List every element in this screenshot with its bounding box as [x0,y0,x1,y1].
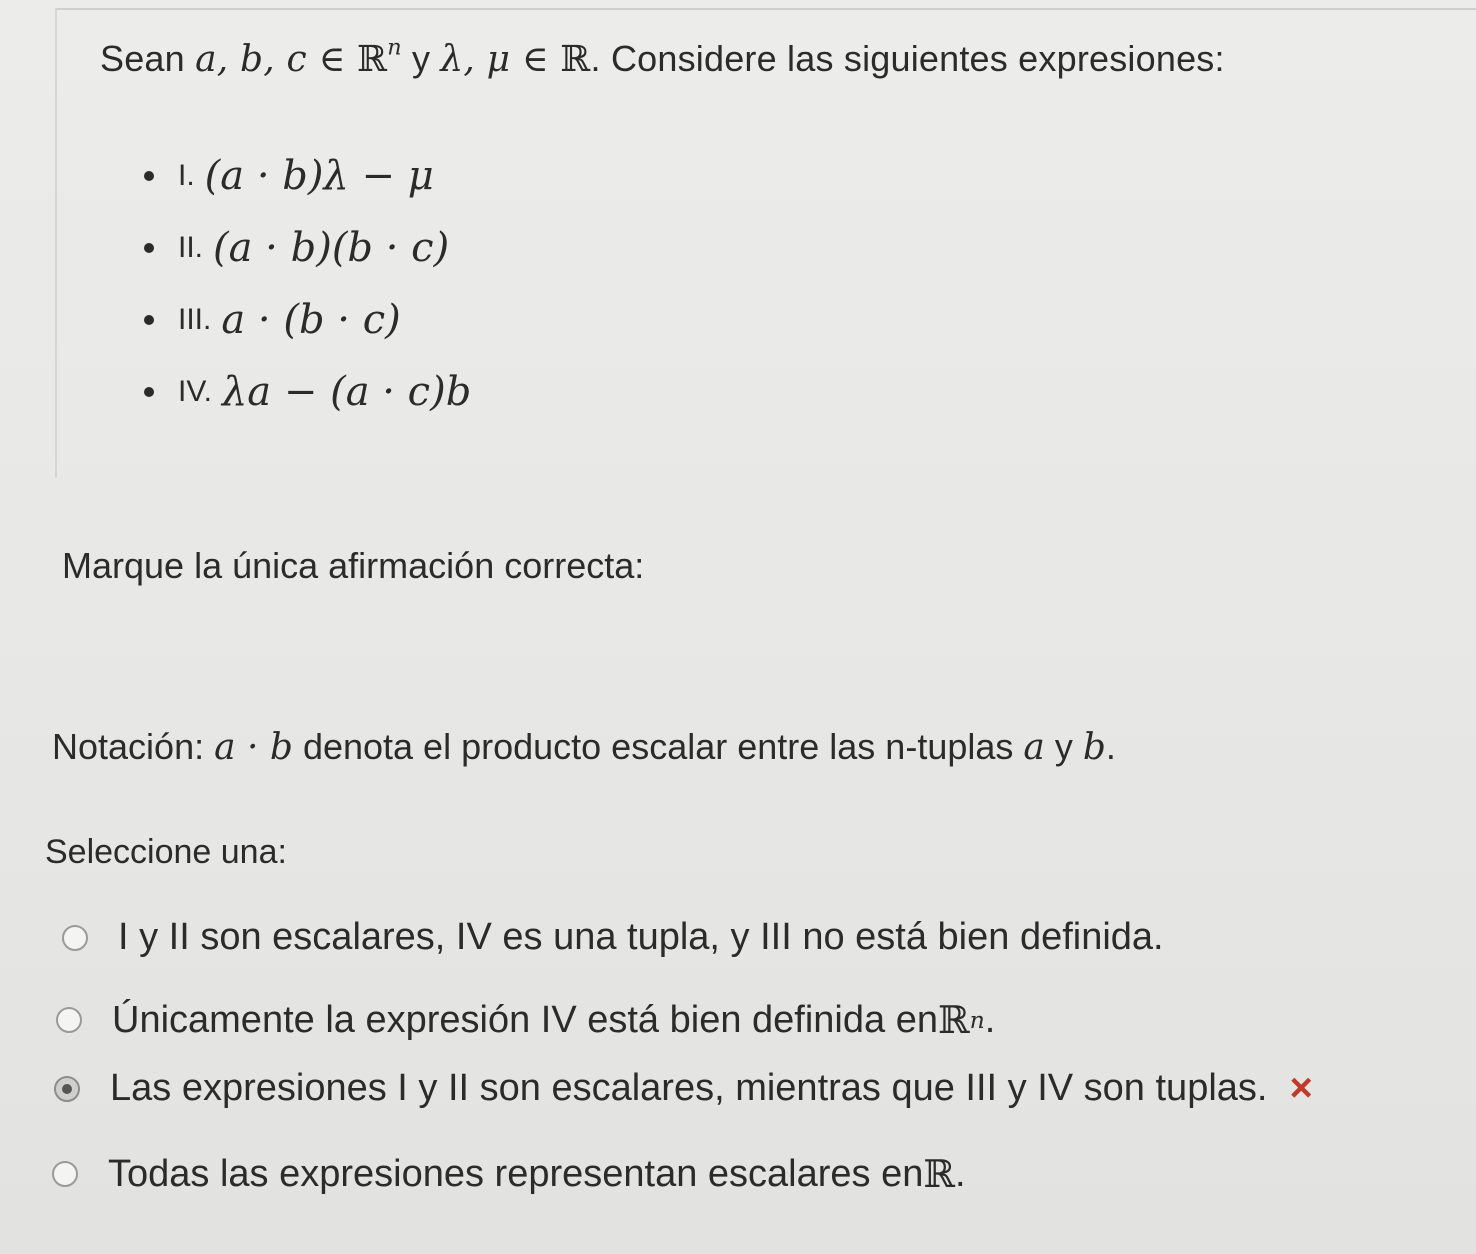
expression-item-4 [140,356,471,428]
expression-numeral: I. [178,159,195,192]
intro-vectors: a, b, c [195,39,307,80]
expression-numeral: II. [178,231,204,264]
notation-var-b: b [1082,727,1106,768]
option-1[interactable] [62,916,1164,959]
notation-expression: a · b [214,727,293,768]
bullet-icon [144,243,154,253]
option-math-R: ℝ [923,1152,955,1196]
intro-in-symbol: ∈ [306,39,358,80]
option-3[interactable] [54,1066,1313,1111]
expression-math: λa − (a · c)b [221,369,472,415]
expression-numeral: IV. [178,375,212,408]
option-tail: . [954,1152,966,1195]
incorrect-x-icon: × [1289,1066,1313,1110]
bullet-icon [144,171,154,181]
expression-item-3 [140,284,471,356]
question-intro [100,34,1225,80]
expression-item-2 [140,212,471,284]
intro-prefix: Sean [100,38,196,79]
option-math-R: ℝ [937,998,970,1042]
option-tail: . [984,998,996,1041]
bullet-icon [144,387,154,397]
select-label: Seleccione una: [45,833,287,871]
option-label: I y II son escalares, IV es una tupla, y III no está bien definida. [118,916,1164,958]
intro-scalars-in: ∈ [510,39,561,80]
intro-space-exponent: n [387,34,402,61]
intro-scalars: λ, μ [440,39,511,80]
intro-suffix: . Considere las siguientes expresiones: [590,38,1225,79]
question-box-top-border [55,8,1476,10]
expression-numeral: III. [178,303,212,336]
expression-item-1 [140,140,471,212]
radio-button[interactable] [56,1007,82,1033]
radio-button[interactable] [62,925,88,951]
expression-list [140,140,471,428]
expression-math: (a · b)λ − μ [204,153,434,199]
notation-suffix: . [1105,726,1116,767]
intro-conjunction: y [401,38,441,79]
option-label: Únicamente la expresión IV está bien definida en [112,998,938,1041]
notation-conjunction: y [1044,726,1083,767]
option-4[interactable] [52,1152,966,1196]
option-2[interactable]: Únicamente la expresión IV está bien definida en ℝ n . [56,998,995,1042]
expression-math: a · (b · c) [221,297,401,343]
radio-button[interactable] [52,1161,78,1187]
notation-middle: denota el producto escalar entre las n-tuplas [292,726,1024,767]
option-label: Las expresiones I y II son escalares, mientras que III y IV son tuplas. [110,1067,1268,1109]
notation-prefix: Notación: [52,726,215,767]
notation-text [52,726,1116,768]
bullet-icon [144,315,154,325]
question-box-left-border [55,8,57,478]
intro-space-R: ℝ [357,39,388,80]
intro-scalar-R: ℝ [560,39,591,80]
radio-button-selected[interactable] [54,1076,80,1102]
notation-var-a: a [1023,727,1045,768]
option-label: Todas las expresiones representan escalares en [108,1152,924,1195]
instruction-text: Marque la única afirmación correcta: [62,545,645,586]
expression-math: (a · b)(b · c) [213,225,450,271]
